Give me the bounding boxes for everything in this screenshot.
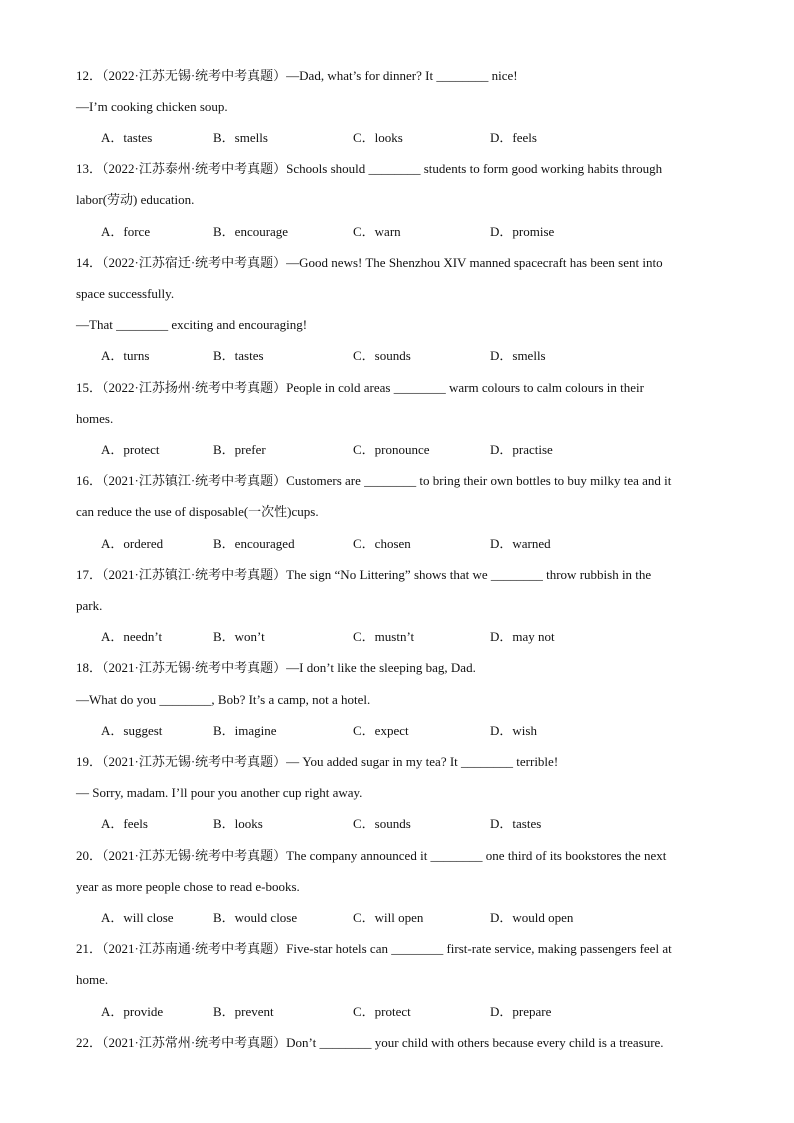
option-b: B．prevent [213,1004,274,1019]
question-14-options [101,348,741,364]
option-b: B．imagine [213,723,277,738]
question-20-line-1: 20．（2021·江苏无锡·统考中考真题）The company announced it ________ one third of its bookstores the next [76,848,667,863]
option-d: D．may not [490,629,555,644]
option-a: A．force [101,224,151,239]
option-a: A．protect [101,442,160,457]
option-b: B．tastes [213,348,264,363]
question-19-line-1: 19．（2021·江苏无锡·统考中考真题）— You added sugar in my tea? It ________ terrible! [76,754,559,769]
option-c: C．expect [353,723,409,738]
option-a: A．tastes [101,130,153,145]
option-b: B．would close [213,910,298,925]
option-b: B．won’t [213,629,265,644]
question-15-line-2: homes. [76,411,114,426]
question-16-line-1: 16．（2021·江苏镇江·统考中考真题）Customers are ________ to bring their own bottles to buy milky tea and it [76,473,672,488]
option-a: A．ordered [101,536,164,551]
option-a: A．turns [101,348,150,363]
question-17-line-1: 17．（2021·江苏镇江·统考中考真题）The sign “No Littering” shows that we ________ throw rubbish in the [76,567,652,582]
question-17-options [101,629,741,645]
option-d: D．promise [490,224,555,239]
option-c: C．sounds [353,348,411,363]
question-18-line-1: 18．（2021·江苏无锡·统考中考真题）—I don’t like the sleeping bag, Dad. [76,660,476,675]
option-b: B．encourage [213,224,289,239]
option-a: A．will close [101,910,174,925]
question-15-line-1: 15．（2022·江苏扬州·统考中考真题）People in cold areas ________ warm colours to calm colours in their [76,380,644,395]
option-d: D．smells [490,348,546,363]
question-12-line-1: 12．（2022·江苏无锡·统考中考真题）—Dad, what’s for dinner? It ________ nice! [76,68,518,83]
question-18-line-2: —What do you ________, Bob? It’s a camp, not a hotel. [76,692,371,707]
option-b: B．prefer [213,442,266,457]
option-c: C．protect [353,1004,411,1019]
option-d: D．warned [490,536,551,551]
option-c: C．looks [353,130,403,145]
option-d: D．prepare [490,1004,552,1019]
option-c: C．pronounce [353,442,430,457]
option-d: D．feels [490,130,537,145]
question-14-line-3: —That ________ exciting and encouraging! [76,317,308,332]
question-16-options [101,536,741,552]
question-15-options [101,442,741,458]
question-13-line-2: labor(劳动) education. [76,192,195,207]
question-19-line-2: — Sorry, madam. I’ll pour you another cup right away. [76,785,363,800]
option-d: D．practise [490,442,553,457]
option-c: C．will open [353,910,424,925]
option-c: C．mustn’t [353,629,415,644]
question-22-line-1: 22．（2021·江苏常州·统考中考真题）Don’t ________ your child with others because every child is a treasure. [76,1035,664,1050]
option-b: B．encouraged [213,536,295,551]
option-a: A．suggest [101,723,163,738]
question-14-line-1: 14．（2022·江苏宿迁·统考中考真题）—Good news! The Shenzhou XIV manned spacecraft has been sent into [76,255,663,270]
question-12-options [101,130,741,146]
option-a: A．needn’t [101,629,163,644]
question-21-line-2: home. [76,972,109,987]
question-13-options [101,224,741,240]
question-17-line-2: park. [76,598,103,613]
question-20-line-2: year as more people chose to read e-books. [76,879,300,894]
option-c: C．warn [353,224,401,239]
option-d: D．tastes [490,816,542,831]
question-19-options [101,816,741,832]
question-20-options [101,910,741,926]
question-21-options [101,1004,741,1020]
question-21-line-1: 21．（2021·江苏南通·统考中考真题）Five-star hotels can ________ first-rate service, making passengers feel at [76,941,672,956]
option-d: D．would open [490,910,574,925]
question-14-line-2: space successfully. [76,286,175,301]
option-a: A．provide [101,1004,164,1019]
question-16-line-2: can reduce the use of disposable(一次性)cups. [76,504,319,519]
option-d: D．wish [490,723,537,738]
option-b: B．smells [213,130,268,145]
question-13-line-1: 13．（2022·江苏泰州·统考中考真题）Schools should ________ students to form good working habits through [76,161,663,176]
option-c: C．chosen [353,536,411,551]
option-c: C．sounds [353,816,411,831]
question-18-options [101,723,741,739]
option-a: A．feels [101,816,148,831]
question-12-line-2: —I’m cooking chicken soup. [76,99,228,114]
option-b: B．looks [213,816,263,831]
